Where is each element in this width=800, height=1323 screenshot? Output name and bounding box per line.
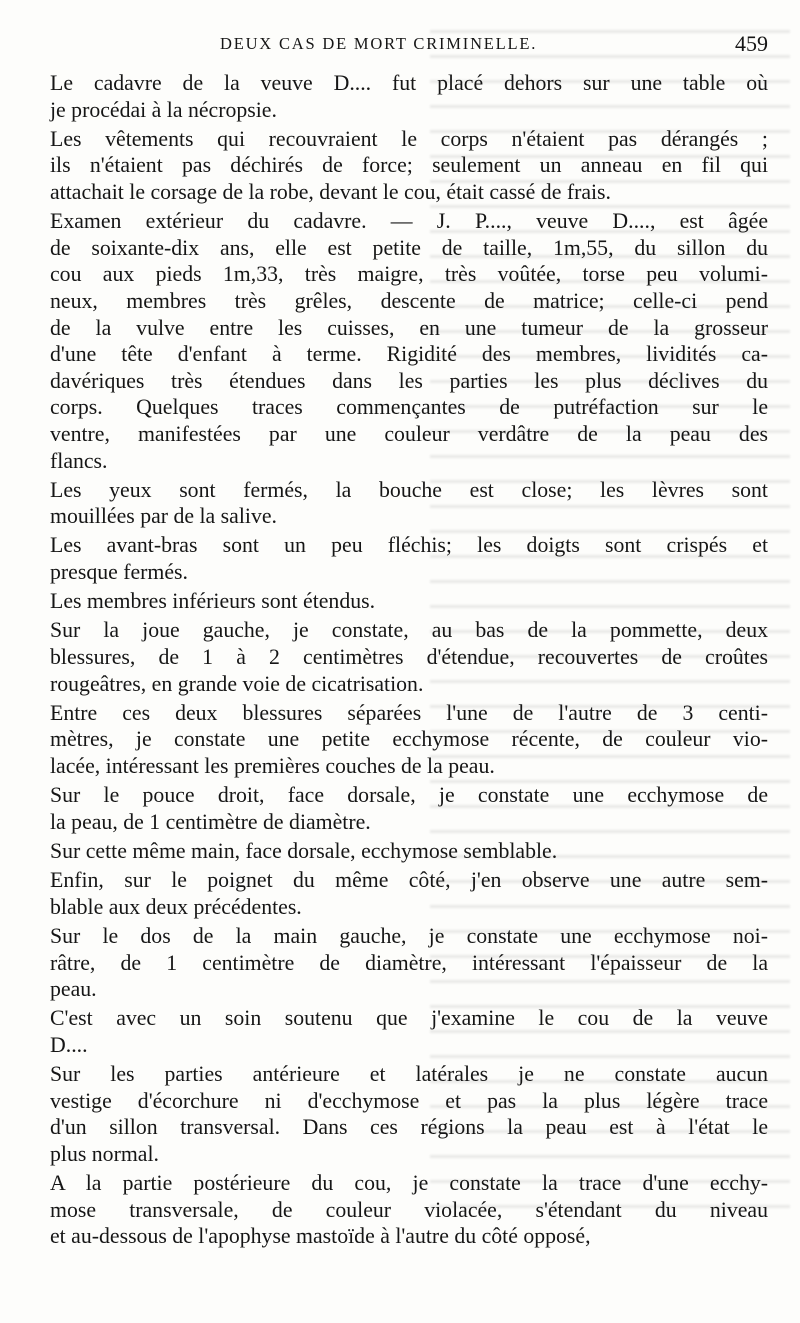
text-line: attachait le corsage de la robe, devant le cou, était cassé de frais.: [50, 179, 611, 204]
paragraph: [50, 208, 768, 474]
paragraph: [50, 1061, 768, 1167]
text-line: lacée, intéressant les premières couches de la peau.: [50, 754, 495, 778]
text-line: D....: [50, 1032, 88, 1057]
paragraph: [50, 532, 768, 585]
paragraph: [50, 126, 768, 206]
text-line: flancs.: [50, 448, 108, 473]
text-line: Examen extérieur du cadavre. — J. P...., veuve D...., est âgée: [50, 209, 768, 234]
text-line: râtre, de 1 centimètre de diamètre, intéressant l'épaisseur de la: [50, 950, 768, 975]
text-line: A la partie postérieure du cou, je constate la trace d'une ecchy-: [50, 1171, 768, 1196]
text-line: ventre, manifestées par une couleur verdâtre de la peau des: [50, 421, 768, 446]
paragraph: [50, 1005, 768, 1058]
text-line: davériques très étendues dans les parties les plus déclives du: [50, 368, 768, 393]
text-line: Sur les parties antérieure et latérales je ne constate aucun: [50, 1062, 768, 1087]
paragraph: [50, 70, 768, 123]
text-line: corps. Quelques traces commençantes de putréfaction sur le: [50, 395, 768, 420]
text-line: blable aux deux précédentes.: [50, 894, 302, 919]
text-line: mose transversale, de couleur violacée, s'étendant du niveau: [50, 1197, 768, 1222]
paragraph: [50, 588, 768, 615]
text-line: et au-dessous de l'apophyse mastoïde à l'autre du côté opposé,: [50, 1224, 591, 1249]
text-line: Sur le dos de la main gauche, je constate une ecchymose noi-: [50, 923, 768, 948]
text-line: de soixante-dix ans, elle est petite de taille, 1m,55, du sillon du: [50, 235, 768, 260]
text-line: je procédai à la nécropsie.: [50, 97, 277, 122]
text-line: plus normal.: [50, 1141, 159, 1166]
text-line: d'un sillon transversal. Dans ces régions la peau est à l'état le: [50, 1115, 768, 1140]
text-line: mètres, je constate une petite ecchymose récente, de couleur vio-: [50, 727, 768, 752]
text-line: neux, membres très grêles, descente de matrice; celle-ci pend: [50, 288, 768, 313]
text-line: de la vulve entre les cuisses, en une tumeur de la grosseur: [50, 315, 768, 340]
paragraph: [50, 867, 768, 920]
running-head: [50, 31, 768, 60]
text-line: mouillées par de la salive.: [50, 504, 277, 529]
paragraph: [50, 1170, 768, 1250]
text-line: Les vêtements qui recouvraient le corps n'étaient pas dérangés ;: [50, 126, 768, 151]
page-number: 459: [735, 31, 768, 56]
text-line: Les membres inférieurs sont étendus.: [50, 589, 376, 614]
text-line: Entre ces deux blessures séparées l'une de l'autre de 3 centi-: [50, 700, 768, 725]
paragraph: [50, 923, 768, 1003]
text-line: Les avant-bras sont un peu fléchis; les doigts sont crispés et: [50, 533, 768, 558]
text-line: Sur le pouce droit, face dorsale, je constate une ecchymose de: [50, 783, 768, 808]
text-line: blessures, de 1 à 2 centimètres d'étendue, recouvertes de croûtes: [50, 645, 768, 670]
body-text: [50, 70, 768, 1250]
text-line: Les yeux sont fermés, la bouche est close; les lèvres sont: [50, 477, 768, 502]
text-line: vestige d'écorchure ni d'ecchymose et pas la plus légère trace: [50, 1088, 768, 1113]
text-line: Sur cette même main, face dorsale, ecchymose semblable.: [50, 838, 558, 863]
text-line: rougeâtres, en grande voie de cicatrisation.: [50, 671, 424, 696]
paragraph: [50, 838, 768, 865]
text-line: peau.: [50, 977, 97, 1002]
text-line: Le cadavre de la veuve D.... fut placé dehors sur une table où: [50, 71, 768, 95]
text-line: presque fermés.: [50, 560, 188, 585]
running-title: DEUX CAS DE MORT CRIMINELLE.: [220, 34, 538, 53]
text-line: Sur la joue gauche, je constate, au bas de la pommette, deux: [50, 618, 768, 643]
text-line: Enfin, sur le poignet du même côté, j'en observe une autre sem-: [50, 868, 768, 893]
paragraph: [50, 477, 768, 530]
paragraph: [50, 700, 768, 780]
text-line: ils n'étaient pas déchirés de force; seulement un anneau en fil qui: [50, 153, 768, 178]
text-line: d'une tête d'enfant à terme. Rigidité des membres, lividités ca-: [50, 342, 768, 367]
paragraph: [50, 617, 768, 697]
paragraph: [50, 782, 768, 835]
text-line: la peau, de 1 centimètre de diamètre.: [50, 809, 371, 834]
text-line: cou aux pieds 1m,33, très maigre, très voûtée, torse peu volumi-: [50, 262, 768, 287]
text-line: C'est avec un soin soutenu que j'examine le cou de la veuve: [50, 1006, 768, 1031]
